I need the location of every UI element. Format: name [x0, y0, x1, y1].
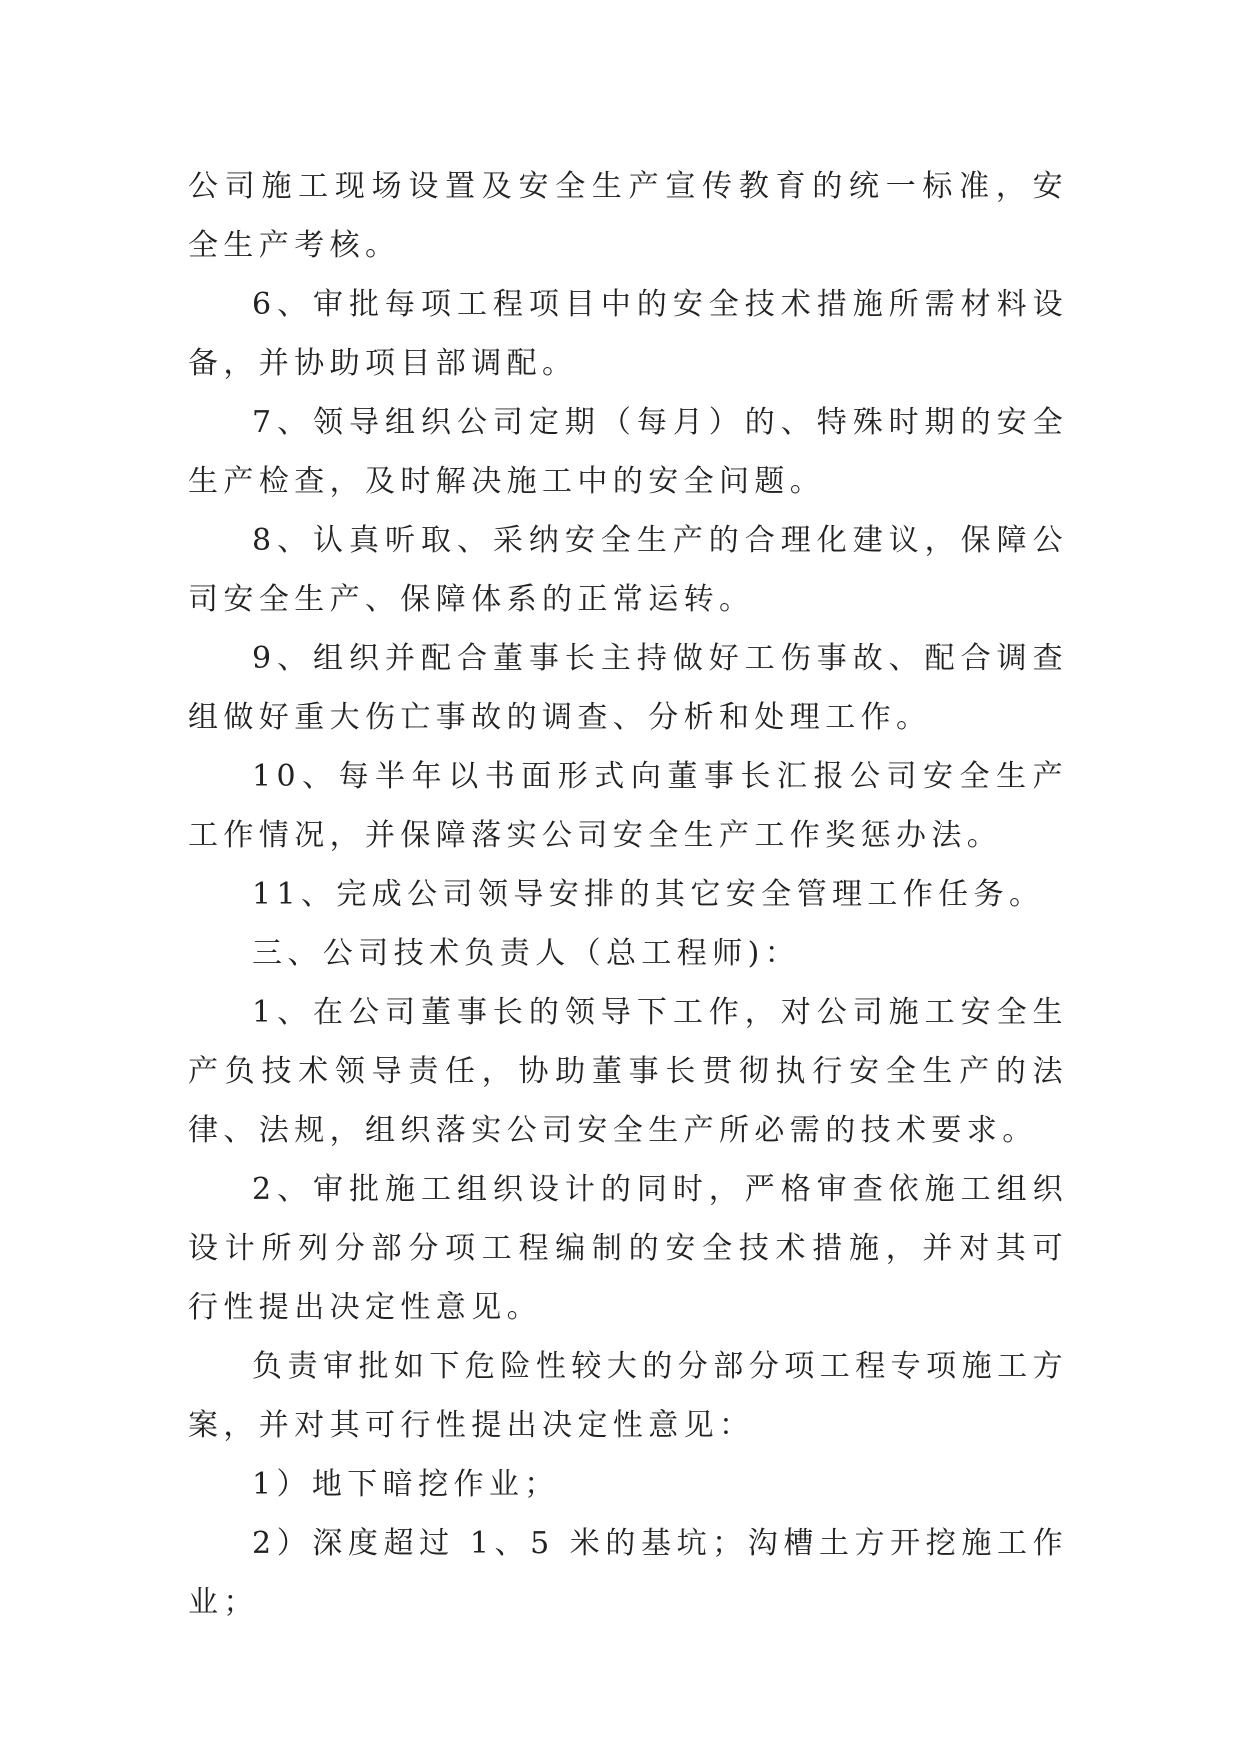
section-heading: 三、公司技术负责人（总工程师)： [252, 936, 801, 971]
paragraph: 9、组织并配合董事长主持做好工伤事故、配合调查组做好重大伤亡事故的调查、分析和处理工作。 [188, 641, 1068, 735]
paragraph: 6、审批每项工程项目中的安全技术措施所需材料设备，并协助项目部调配。 [188, 287, 1068, 381]
paragraph: 2、审批施工组织设计的同时，严格审查依施工组织设计所列分部分项工程编制的安全技术措施，并对其可行性提出决定性意见。 [188, 1172, 1068, 1325]
paragraph: 11、完成公司领导安排的其它安全管理工作任务。 [252, 877, 1045, 912]
paragraph: 1、在公司董事长的领导下工作，对公司施工安全生产负技术领导责任，协助董事长贯彻执行安全生产的法律、法规，组织落实公司安全生产所必需的技术要求。 [188, 995, 1068, 1148]
list-item: 1）地下暗挖作业； [252, 1467, 560, 1502]
paragraph: 8、认真听取、采纳安全生产的合理化建议，保障公司安全生产、保障体系的正常运转。 [188, 523, 1068, 617]
paragraph: 10、每半年以书面形式向董事长汇报公司安全生产工作情况，并保障落实公司安全生产工作奖惩办法。 [188, 759, 1068, 853]
list-item: 2）深度超过 1、5 米的基坑；沟槽土方开挖施工作业； [188, 1526, 1068, 1620]
paragraph: 公司施工现场设置及安全生产宣传教育的统一标准，安全生产考核。 [188, 169, 1068, 263]
document-page [188, 157, 1068, 1632]
paragraph: 7、领导组织公司定期（每月）的、特殊时期的安全生产检查，及时解决施工中的安全问题。 [188, 405, 1068, 499]
paragraph: 负责审批如下危险性较大的分部分项工程专项施工方案，并对其可行性提出决定性意见： [188, 1349, 1068, 1443]
